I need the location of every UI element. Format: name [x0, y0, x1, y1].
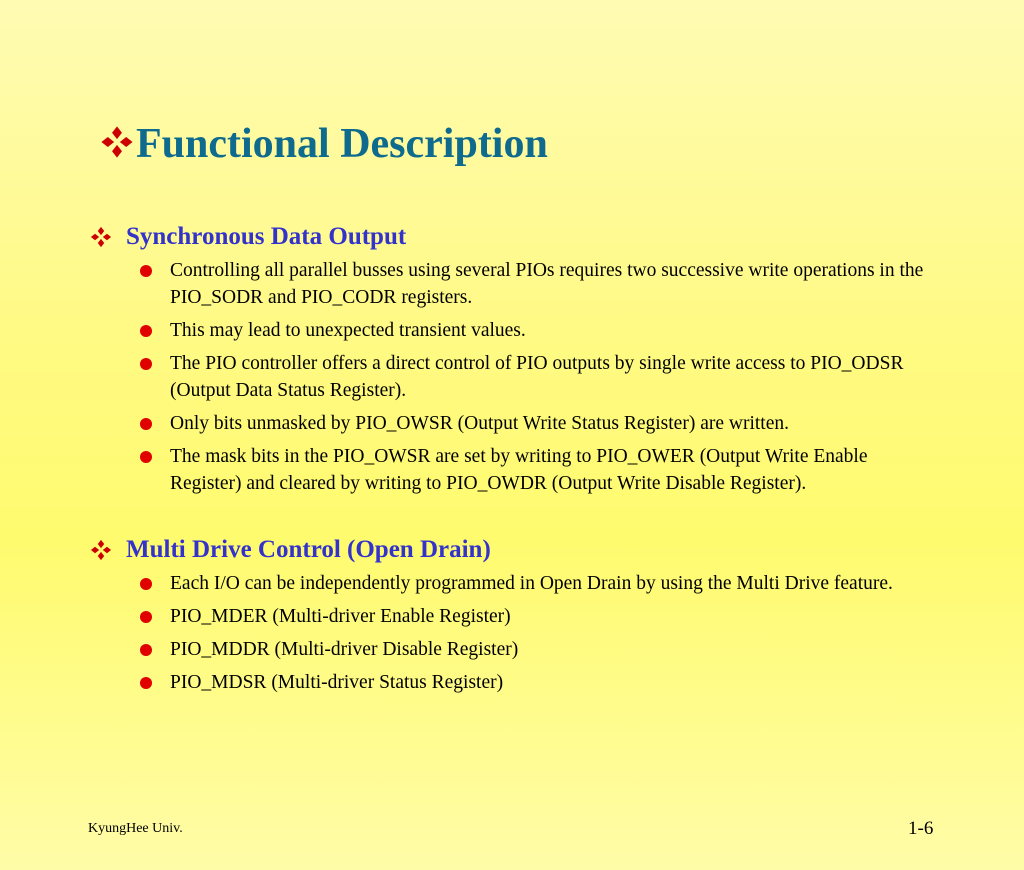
list-item-text: Controlling all parallel busses using several PIOs requires two successive write operations in the PIO_SODR and PIO_CODR registers.: [170, 260, 924, 308]
bullet-dot-icon: [140, 644, 152, 656]
slide-title: [100, 118, 548, 170]
bullet-list: [88, 570, 948, 696]
section-heading: [88, 221, 948, 253]
list-item: [88, 570, 930, 597]
list-item: [88, 669, 930, 696]
page-number: 1-6: [908, 818, 934, 839]
bullet-dot-icon: [140, 418, 152, 430]
four-diamond-bullet-icon: [90, 539, 112, 561]
list-item: [88, 350, 930, 404]
bullet-dot-icon: [140, 265, 152, 277]
section-multi-drive-control: [88, 534, 948, 702]
list-item-text: Only bits unmasked by PIO_OWSR (Output Write Status Register) are written.: [170, 413, 789, 434]
bullet-dot-icon: [140, 611, 152, 623]
list-item-text: PIO_MDSR (Multi-driver Status Register): [170, 672, 504, 693]
four-diamond-bullet-icon: [100, 125, 134, 159]
section-heading: [88, 534, 948, 566]
section-heading-text: Multi Drive Control (Open Drain): [126, 536, 491, 563]
list-item: [88, 603, 930, 630]
footer-institution: KyungHee Univ.: [88, 821, 183, 836]
list-item-text: The PIO controller offers a direct control of PIO outputs by single write access to PIO_ODSR (Output Data Status Register).: [170, 353, 904, 401]
bullet-dot-icon: [140, 325, 152, 337]
list-item: [88, 636, 930, 663]
bullet-dot-icon: [140, 451, 152, 463]
list-item: [88, 317, 930, 344]
list-item: [88, 410, 930, 437]
list-item: [88, 443, 930, 497]
list-item-text: The mask bits in the PIO_OWSR are set by writing to PIO_OWER (Output Write Enable Register) and cleared by writing to PIO_OWDR (Output Write Disable Register).: [170, 446, 868, 494]
bullet-dot-icon: [140, 358, 152, 370]
list-item-text: Each I/O can be independently programmed in Open Drain by using the Multi Drive feature.: [170, 573, 893, 594]
bullet-dot-icon: [140, 677, 152, 689]
bullet-list: [88, 257, 948, 497]
section-synchronous-data-output: [88, 221, 948, 503]
section-heading-text: Synchronous Data Output: [126, 223, 407, 250]
four-diamond-bullet-icon: [90, 226, 112, 248]
bullet-dot-icon: [140, 578, 152, 590]
list-item: [88, 257, 930, 311]
list-item-text: PIO_MDDR (Multi-driver Disable Register): [170, 639, 519, 660]
list-item-text: PIO_MDER (Multi-driver Enable Register): [170, 606, 511, 627]
list-item-text: This may lead to unexpected transient values.: [170, 320, 526, 341]
slide-title-text: Functional Description: [136, 121, 548, 167]
